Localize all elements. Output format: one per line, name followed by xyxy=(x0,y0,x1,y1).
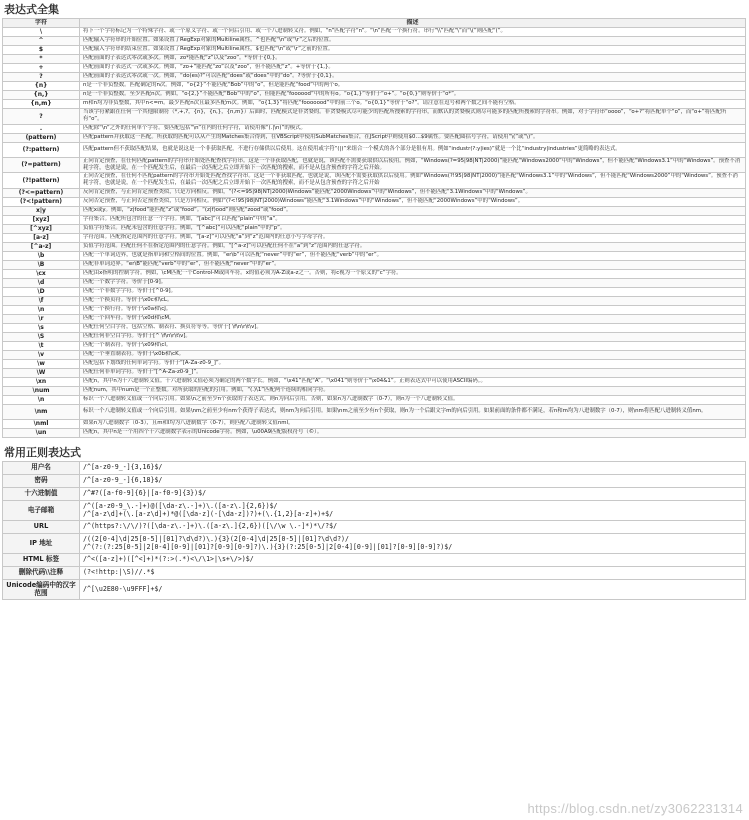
header-char: 字符 xyxy=(3,19,80,28)
table-row xyxy=(3,91,746,100)
regex-pattern: /^<([a-z]+)([^<]+)*(?:>(.*)<\/\1>|\s+\/>)$/ xyxy=(80,553,746,566)
row-char: \nml xyxy=(3,419,80,428)
table-row xyxy=(3,305,746,314)
row-desc: 反向肯定预查，与正向肯定预查类似，只是方向相反。例如，“(?<=95|98|NT|2000)Windows”能匹配“2000Windows”中的“Windows”，但不能匹配“3.1Windows”中的“Windows”。 xyxy=(80,188,746,197)
table-row xyxy=(3,350,746,359)
row-char: \b xyxy=(3,251,80,260)
row-char: \ xyxy=(3,28,80,37)
table-row xyxy=(3,428,746,437)
list-item xyxy=(3,566,746,579)
table-row xyxy=(3,124,746,133)
row-desc: 负值字符范围。匹配任何不在指定范围内的任意字符。例如，“[^a-z]”可以匹配任何不在“a”到“z”范围内的任意字符。 xyxy=(80,242,746,251)
row-char: + xyxy=(3,64,80,73)
row-desc: 匹配任何空白字符，包括空格、制表符、换页符等等。等价于[ \f\n\r\t\v]。 xyxy=(80,323,746,332)
regex-pattern: /^#?([a-f0-9]{6}|[a-f0-9]{3})$/ xyxy=(80,487,746,500)
row-char: . xyxy=(3,124,80,133)
table-row xyxy=(3,215,746,224)
row-char: [^a-z] xyxy=(3,242,80,251)
regex-pattern: /((2[0-4]\d|25[0-5]|[01]?\d\d?)\.){3}(2[0-4]\d|25[0-5]|[01]?\d\d?)/ /^(?:(?:25[0-5]|2[0-4][0-9]|[01]?[0-9][0-9]?)\.){3}(?:25[0-5]|2[0-4][0-9]|[01]?[0-9][0-9]?)$/ xyxy=(80,533,746,553)
list-item xyxy=(3,553,746,566)
row-desc: 匹配pattern但不获取匹配结果，也就是说这是一个非获取匹配，不进行存储供以后使用。这在使用或字符“(|)”来组合一个模式的各个部分是很有用。例如“industr(?:y|ies)”就是一个比“industry|industries”更简略的表达式。 xyxy=(80,142,746,157)
row-desc: 匹配n，其中n是一个用四个十六进制数字表示的Unicode字符。例如，\u00A9匹配版权符号（©）。 xyxy=(80,428,746,437)
table-row xyxy=(3,64,746,73)
row-desc: 标识一个八进制转义值或一个向后引用。如果\nm之前至少有nm个获得子表达式，则nm为向后引用。如果\nm之前至少有n个获取，则n为一个后跟文字m的向后引用。如果前面的条件都不满足，若n和m均为八进制数字（0-7），则\nm将匹配八进制转义值nm。 xyxy=(80,404,746,419)
row-desc: n是一个非负整数。至少匹配n次。例如，“o{2,}”不能匹配“Bob”中的“o”，但能匹配“foooood”中的所有o。“o{1,}”等价于“o+”。“o{0,}”则等价于“o*”。 xyxy=(80,91,746,100)
row-desc: 匹配任何非单词字符。等价于“[^A-Za-z0-9_]”。 xyxy=(80,368,746,377)
syntax-body xyxy=(3,28,746,438)
table-row xyxy=(3,395,746,404)
row-desc: 匹配由x指明的控制字符。例如，\cM匹配一个Control-M或回车符。x的值必须为A-Z或a-z之一。否则，将c视为一个原义的“c”字符。 xyxy=(80,269,746,278)
list-item xyxy=(3,533,746,553)
row-desc: 匹配一个换页符。等价于\x0c和\cL。 xyxy=(80,296,746,305)
list-item xyxy=(3,500,746,520)
row-desc: 正向肯定预查，在任何匹配pattern的字符串开始处匹配查找字符串。这是一个非获取匹配，也就是说，该匹配不需要获取供以后使用。例如，“Windows(?=95|98|NT|2000)”能匹配“Windows2000”中的“Windows”，但不能匹配“Windows3.1”中的“Windows”。预查不消耗字符，也就是说，在一个匹配发生后，在最后一次匹配之后立即开始下一次匹配的搜索，而不是从包含预查的字符之后开始。 xyxy=(80,157,746,173)
table-row xyxy=(3,197,746,206)
table-row xyxy=(3,37,746,46)
row-char: (?=pattern) xyxy=(3,157,80,173)
regex-pattern: /^[a-z0-9_-]{6,18}$/ xyxy=(80,474,746,487)
row-desc: 匹配前面的子表达式零次或多次。例如，zo*能匹配“z”以及“zoo”。*等价于{0,}。 xyxy=(80,55,746,64)
row-char: ? xyxy=(3,73,80,82)
row-char: x|y xyxy=(3,206,80,215)
row-char: {n} xyxy=(3,82,80,91)
row-char: [xyz] xyxy=(3,215,80,224)
regex-name: 删除代码\\注释 xyxy=(3,566,80,579)
table-row xyxy=(3,296,746,305)
table-row xyxy=(3,278,746,287)
row-char: \w xyxy=(3,359,80,368)
row-desc: 标识一个八进制转义值或一个向后引用。如果\n之前至少n个获取的子表达式，则n为向后引用。否则，如果n为八进制数字（0-7），则n为一个八进制转义值。 xyxy=(80,395,746,404)
table-row xyxy=(3,142,746,157)
row-desc: 字符集合。匹配所包含的任意一个字符。例如，“[abc]”可以匹配“plain”中的“a”。 xyxy=(80,215,746,224)
regex-pattern: /^[a-z0-9_-]{3,16}$/ xyxy=(80,461,746,474)
table-row xyxy=(3,224,746,233)
row-char: {n,m} xyxy=(3,100,80,109)
row-desc: 反向否定预查，与正向否定预查类似，只是方向相反。例如“(?<!95|98|NT|2000)Windows”能匹配“3.1Windows”中的“Windows”，但不能匹配“2000Windows”中的“Windows”。 xyxy=(80,197,746,206)
common-regex-table xyxy=(2,461,746,600)
regex-name: 用户名 xyxy=(3,461,80,474)
row-char: (pattern) xyxy=(3,133,80,142)
row-char: (?:pattern) xyxy=(3,142,80,157)
table-row xyxy=(3,341,746,350)
row-desc: 匹配输入字符串的结束位置。如果设置了RegExp对象的Multiline属性，$也匹配“\n”或“\r”之前的位置。 xyxy=(80,46,746,55)
row-char: $ xyxy=(3,46,80,55)
regex-name: 电子邮箱 xyxy=(3,500,80,520)
watermark: https://blog.csdn.net/zy3062231314 xyxy=(527,801,743,816)
table-row xyxy=(3,82,746,91)
table-row xyxy=(3,206,746,215)
regex-name: IP 地址 xyxy=(3,533,80,553)
row-char: [a-z] xyxy=(3,233,80,242)
row-char: \s xyxy=(3,323,80,332)
row-desc: 匹配包括下划线的任何单词字符。等价于“[A-Za-z0-9_]”。 xyxy=(80,359,746,368)
regex-pattern: /^([a-z0-9_\.-]+)@([\da-z\.-]+)\.([a-z\.]{2,6})$/ /^[a-z\d]+(\.[a-z\d]+)*@([\da-z](-[\da-z])?)+(\.{1,2}[a-z]+)+$/ xyxy=(80,500,746,520)
table-row xyxy=(3,188,746,197)
row-char: \cx xyxy=(3,269,80,278)
regex-name: Unicode编码中的汉字范围 xyxy=(3,579,80,599)
header-desc: 描述 xyxy=(80,19,746,28)
table-row xyxy=(3,368,746,377)
row-desc: 匹配一个回车符。等价于\x0d和\cM。 xyxy=(80,314,746,323)
table-row xyxy=(3,73,746,82)
row-desc: 当该字符紧跟在任何一个其他限制符（*,+,?，{n}，{n,}，{n,m}）后面时，匹配模式是非贪婪的。非贪婪模式尽可能少的匹配所搜索的字符串，而默认的贪婪模式则尽可能多的匹配所搜索的字符串。例如，对于字符串“oooo”，“o+?”将匹配单个“o”，而“o+”将匹配所有“o”。 xyxy=(80,109,746,125)
row-desc: 匹配一个换行符。等价于\x0a和\cJ。 xyxy=(80,305,746,314)
row-desc: 负值字符集合。匹配未包含的任意字符。例如，“[^abc]”可以匹配“plain”中的“p”。 xyxy=(80,224,746,233)
row-char: \v xyxy=(3,350,80,359)
table-row xyxy=(3,332,746,341)
row-desc: 匹配前面的子表达式一次或多次。例如，“zo+”能匹配“zo”以及“zoo”，但不能匹配“z”。+等价于{1,}。 xyxy=(80,64,746,73)
row-char: \r xyxy=(3,314,80,323)
table-row xyxy=(3,404,746,419)
regex-name: 十六进制值 xyxy=(3,487,80,500)
row-char: \f xyxy=(3,296,80,305)
table-row xyxy=(3,55,746,64)
table-row xyxy=(3,269,746,278)
row-char: \xn xyxy=(3,377,80,386)
common-body xyxy=(3,461,746,599)
row-desc: 将下一个字符标记为一个特殊字符、或一个原义字符、或一个向后引用、或一个八进制转义符。例如，“n”匹配字符“n”。“\n”匹配一个换行符。串行“\\”匹配“\”而“\(”则匹配“(”。 xyxy=(80,28,746,37)
row-desc: 匹配一个制表符。等价于\x09和\cI。 xyxy=(80,341,746,350)
table-row xyxy=(3,133,746,142)
row-desc: 匹配n，其中n为十六进制转义值。十六进制转义值必须为确定的两个数字长。例如，“\x41”匹配“A”。“\x041”则等价于“\x04&1”。正则表达式中可以使用ASCII编码。。 xyxy=(80,377,746,386)
row-desc: 匹配前面的子表达式零次或一次。例如，“do(es)?”可以匹配“does”或“does”中的“do”。?等价于{0,1}。 xyxy=(80,73,746,82)
table-row xyxy=(3,287,746,296)
row-char: ? xyxy=(3,109,80,125)
row-char: \num xyxy=(3,386,80,395)
row-char: [^xyz] xyxy=(3,224,80,233)
row-desc: 正向否定预查，在任何不匹配pattern的字符串开始处匹配查找字符串。这是一个非获取匹配，也就是说，该匹配不需要获取供以后使用。例如“Windows(?!95|98|NT|2000)”能匹配“Windows3.1”中的“Windows”，但不能匹配“Windows2000”中的“Windows”。预查不消耗字符，也就是说，在一个匹配发生后，在最后一次匹配之后立即开始下一次匹配的搜索，而不是从包含预查的字符之后开始 xyxy=(80,173,746,189)
section-title-syntax: 表达式全集 xyxy=(4,3,59,16)
table-row xyxy=(3,242,746,251)
row-desc: 匹配一个数字字符。等价于[0-9]。 xyxy=(80,278,746,287)
table-row xyxy=(3,100,746,109)
row-desc: 匹配num，其中num是一个正整数。对所获取的匹配的引用。例如，“(.)\1”匹配两个连续的相同字符。 xyxy=(80,386,746,395)
regex-name: URL xyxy=(3,520,80,533)
row-char: \n xyxy=(3,395,80,404)
table-row xyxy=(3,173,746,189)
syntax-table xyxy=(2,18,746,438)
table-row xyxy=(3,260,746,269)
row-desc: 匹配一个单词边界，也就是指单词和空格间的位置。例如，“er\b”可以匹配“never”中的“er”，但不能匹配“verb”中的“er”。 xyxy=(80,251,746,260)
table-row xyxy=(3,377,746,386)
table-row xyxy=(3,359,746,368)
table-row xyxy=(3,28,746,37)
row-char: \S xyxy=(3,332,80,341)
row-char: \d xyxy=(3,278,80,287)
row-desc: 匹配一个垂直制表符。等价于\x0b和\cK。 xyxy=(80,350,746,359)
row-desc: 匹配除“\n”之外的任何单个字符。要匹配包括“\n”在内的任何字符，请使用像“(.|\n)”的模式。 xyxy=(80,124,746,133)
list-item xyxy=(3,461,746,474)
row-char: \t xyxy=(3,341,80,350)
table-row xyxy=(3,157,746,173)
list-item xyxy=(3,579,746,599)
row-char: \D xyxy=(3,287,80,296)
section-title-common: 常用正则表达式 xyxy=(4,445,81,459)
list-item xyxy=(3,474,746,487)
regex-pattern: /^(https?:\/\/)?([\da-z\.-]+)\.([a-z\.]{2,6})([\/\w \.-]*)*\/?$/ xyxy=(80,520,746,533)
table-row xyxy=(3,314,746,323)
table-row xyxy=(3,419,746,428)
row-desc: 字符范围。匹配指定范围内的任意字符。例如，“[a-z]”可以匹配“a”到“z”范围内的任意小写字母字符。 xyxy=(80,233,746,242)
row-desc: 如果n为八进制数字（0-3），且m和l均为八进制数字（0-7），则匹配八进制转义值nml。 xyxy=(80,419,746,428)
table-row xyxy=(3,109,746,125)
row-desc: m和n均为非负整数，其中n<=m。最少匹配n次且最多匹配m次。例如，“o{1,3}”将匹配“fooooood”中的前三个o。“o{0,1}”等价于“o?”。请注意在逗号和两个数之间不能有空格。 xyxy=(80,100,746,109)
table-row xyxy=(3,251,746,260)
row-char: (?<=pattern) xyxy=(3,188,80,197)
row-char: ^ xyxy=(3,37,80,46)
list-item xyxy=(3,520,746,533)
regex-name: HTML 标签 xyxy=(3,553,80,566)
row-char: \B xyxy=(3,260,80,269)
row-char: \nm xyxy=(3,404,80,419)
row-desc: 匹配任何非空白字符。等价于[^ \f\n\r\t\v]。 xyxy=(80,332,746,341)
row-char: (?!pattern) xyxy=(3,173,80,189)
row-char: \un xyxy=(3,428,80,437)
regex-pattern: /^[\u2E80-\u9FFF]+$/ xyxy=(80,579,746,599)
table-row xyxy=(3,46,746,55)
regex-name: 密码 xyxy=(3,474,80,487)
row-desc: 匹配一个非数字字符。等价于[^0-9]。 xyxy=(80,287,746,296)
table-row xyxy=(3,233,746,242)
regex-pattern: (?<!http:|\S)//.*$ xyxy=(80,566,746,579)
syntax-header-row xyxy=(3,19,746,28)
row-char: (?<!pattern) xyxy=(3,197,80,206)
row-desc: 匹配非单词边界。“er\B”能匹配“verb”中的“er”，但不能匹配“never”中的“er”。 xyxy=(80,260,746,269)
row-desc: n是一个非负整数。匹配确定的n次。例如，“o{2}”不能匹配“Bob”中的“o”，但是能匹配“food”中的两个o。 xyxy=(80,82,746,91)
row-desc: 匹配pattern并获取这一匹配。所获取的匹配可以从产生的Matches集合得到，在VBScript中使用SubMatches集合，在JScript中则使用$0…$9属性。要匹配圆括号字符，请使用“\(”或“\)”。 xyxy=(80,133,746,142)
row-desc: 匹配x或y。例如，“z|food”能匹配“z”或“food”。“(z|f)ood”则匹配“zood”或“food”。 xyxy=(80,206,746,215)
row-char: \W xyxy=(3,368,80,377)
row-char: * xyxy=(3,55,80,64)
row-char: {n,} xyxy=(3,91,80,100)
list-item xyxy=(3,487,746,500)
row-char: \n xyxy=(3,305,80,314)
row-desc: 匹配输入字符串的开始位置。如果设置了RegExp对象的Multiline属性，^也匹配“\n”或“\r”之后的位置。 xyxy=(80,37,746,46)
table-row xyxy=(3,386,746,395)
table-row xyxy=(3,323,746,332)
